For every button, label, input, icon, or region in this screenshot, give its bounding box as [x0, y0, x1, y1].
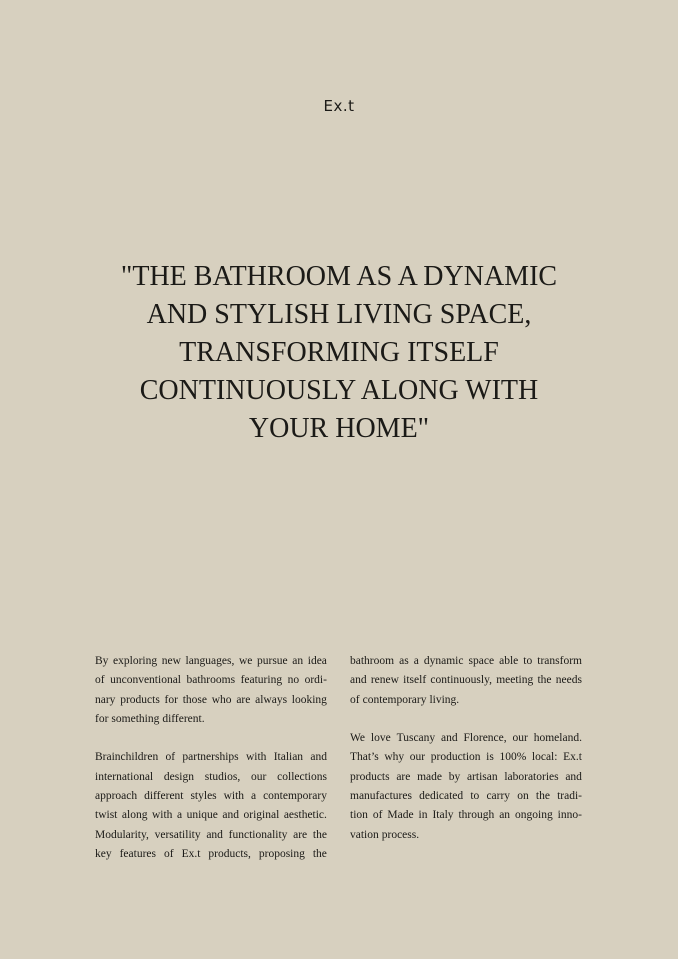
word: idea	[307, 655, 327, 667]
word: always	[255, 693, 288, 706]
paragraph-gap	[95, 729, 327, 748]
word: a	[251, 790, 257, 803]
word: to	[470, 790, 480, 803]
body-text-line	[95, 768, 327, 787]
body-text-line	[95, 691, 327, 710]
word: twist	[95, 809, 118, 822]
word: features	[119, 847, 156, 860]
paragraph-gap	[350, 710, 582, 729]
word: space	[468, 655, 495, 667]
word: of	[163, 847, 174, 860]
word: proposing	[258, 847, 305, 860]
word: production	[430, 751, 481, 764]
word: That’s	[350, 751, 379, 764]
word: are	[396, 770, 411, 783]
word: tion	[350, 809, 368, 822]
word: aesthetic.	[283, 809, 327, 822]
word: homeland.	[533, 732, 582, 745]
word: our	[251, 770, 267, 783]
word: the	[537, 674, 552, 687]
word: bathrooms	[186, 674, 236, 687]
word: our	[512, 732, 528, 745]
word: and	[441, 732, 458, 745]
word: on	[517, 790, 529, 803]
word: manufactures	[350, 790, 412, 803]
word: are	[293, 828, 308, 841]
word: is	[486, 751, 494, 764]
word: inno-	[557, 809, 582, 822]
quote-line: TRANSFORMING ITSELF	[179, 337, 499, 368]
word: Ex.t	[563, 751, 582, 764]
word: living.	[429, 693, 460, 706]
word: products	[350, 770, 390, 783]
word: collections	[277, 770, 327, 783]
word: itself	[403, 674, 427, 687]
word: Tuscany	[396, 732, 436, 745]
word: continuously,	[430, 674, 492, 687]
word: studios,	[204, 770, 241, 783]
word: a	[413, 655, 419, 667]
word: Ex.t	[181, 847, 201, 860]
word: local:	[531, 751, 558, 764]
body-text-line	[95, 806, 327, 825]
word: Modularity,	[95, 828, 149, 841]
word: those	[182, 693, 207, 706]
word: 100%	[499, 751, 527, 764]
word: international	[95, 770, 154, 783]
word: featuring	[240, 674, 283, 687]
body-text-line	[350, 787, 582, 806]
word: different	[144, 790, 184, 803]
word: contemporary	[263, 790, 327, 803]
word: and	[565, 770, 582, 783]
word: we	[238, 655, 253, 667]
quote-line: AND STYLISH LIVING SPACE,	[146, 299, 532, 330]
word: along	[121, 809, 148, 822]
word: made	[417, 770, 442, 783]
word: exploring	[113, 655, 158, 667]
word: dedicated	[419, 790, 464, 803]
word: ordi-	[304, 674, 327, 687]
text-column-right	[350, 652, 582, 845]
word: of	[95, 674, 105, 687]
word: languages,	[185, 655, 235, 667]
word: the	[535, 790, 550, 803]
body-text-line	[350, 826, 582, 845]
word: and	[310, 751, 327, 764]
word: the	[312, 828, 327, 841]
word: something	[111, 712, 160, 725]
word: the	[312, 847, 327, 860]
body-text-line	[350, 748, 582, 767]
word: We	[350, 732, 366, 745]
word: original	[243, 809, 280, 822]
body-text-line	[95, 652, 327, 671]
word: who	[211, 693, 232, 706]
word: through	[458, 809, 495, 822]
word: process.	[381, 828, 420, 841]
word: love	[370, 732, 391, 745]
body-text-line	[350, 729, 582, 748]
quote-line: CONTINUOUSLY ALONG WITH	[139, 375, 539, 406]
body-text-line	[95, 787, 327, 806]
body-text-line	[350, 768, 582, 787]
word: Italy	[432, 809, 454, 822]
word: meeting	[496, 674, 534, 687]
word: and	[206, 828, 223, 841]
word: different.	[162, 712, 205, 725]
word: By	[95, 655, 109, 667]
word: contemporary	[362, 693, 427, 706]
body-text-line	[95, 671, 327, 690]
pull-quote	[100, 258, 578, 448]
word: dynamic	[423, 655, 464, 667]
word: why	[384, 751, 405, 764]
body-text-line	[350, 671, 582, 690]
body-text-line	[95, 710, 327, 729]
word: design	[163, 770, 194, 783]
word: tradi-	[557, 790, 582, 803]
word: an	[292, 655, 304, 667]
word: unconventional	[110, 674, 181, 687]
word: in	[418, 809, 428, 822]
word: Florence,	[463, 732, 507, 745]
word: carry	[486, 790, 511, 803]
word: as	[399, 655, 409, 667]
word: approach	[95, 790, 138, 803]
word: partnerships	[182, 751, 239, 764]
word: artisan	[466, 770, 498, 783]
word: pursue	[257, 655, 288, 667]
word: a	[176, 809, 183, 822]
word: of	[165, 751, 176, 764]
word: unique	[186, 809, 218, 822]
word: for	[95, 712, 109, 725]
word: our	[409, 751, 426, 764]
word: looking	[291, 693, 327, 706]
word: and	[350, 674, 367, 687]
word: with	[223, 790, 245, 803]
quote-line: "THE BATHROOM AS A DYNAMIC	[120, 261, 558, 292]
word: key	[95, 847, 112, 860]
word: new	[161, 655, 181, 667]
word: versatility	[154, 828, 201, 841]
brand-logo-text: Ex.t	[323, 97, 355, 115]
body-text-line	[350, 652, 582, 671]
word: ongoing	[515, 809, 553, 822]
word: Italian	[273, 751, 304, 764]
word: laboratories	[504, 770, 559, 783]
body-text-line	[95, 826, 327, 845]
word: bathroom	[350, 655, 395, 667]
body-text-line	[95, 748, 327, 767]
word: products,	[208, 847, 251, 860]
word: by	[448, 770, 461, 783]
word: able	[499, 655, 519, 667]
word: and	[222, 809, 239, 822]
word: functionality	[228, 828, 288, 841]
word: for	[164, 693, 178, 706]
word: products	[120, 693, 160, 706]
body-text-line	[350, 806, 582, 825]
word: with	[151, 809, 173, 822]
word: nary	[95, 693, 116, 706]
word: to	[523, 655, 533, 667]
word: styles	[190, 790, 217, 803]
word: are	[236, 693, 251, 706]
word: transform	[537, 655, 582, 667]
body-text-line	[95, 845, 327, 864]
text-column-left	[95, 652, 327, 864]
word: of	[372, 809, 383, 822]
word: Brainchildren	[95, 751, 159, 764]
quote-line: YOUR HOME"	[248, 413, 430, 444]
word: no	[287, 674, 300, 687]
word: needs	[555, 674, 582, 687]
word: vation	[350, 828, 379, 841]
word: Made	[387, 809, 414, 822]
word: with	[245, 751, 267, 764]
word: an	[499, 809, 511, 822]
word: renew	[370, 674, 399, 687]
word: of	[350, 693, 360, 706]
body-text-line	[350, 691, 582, 710]
